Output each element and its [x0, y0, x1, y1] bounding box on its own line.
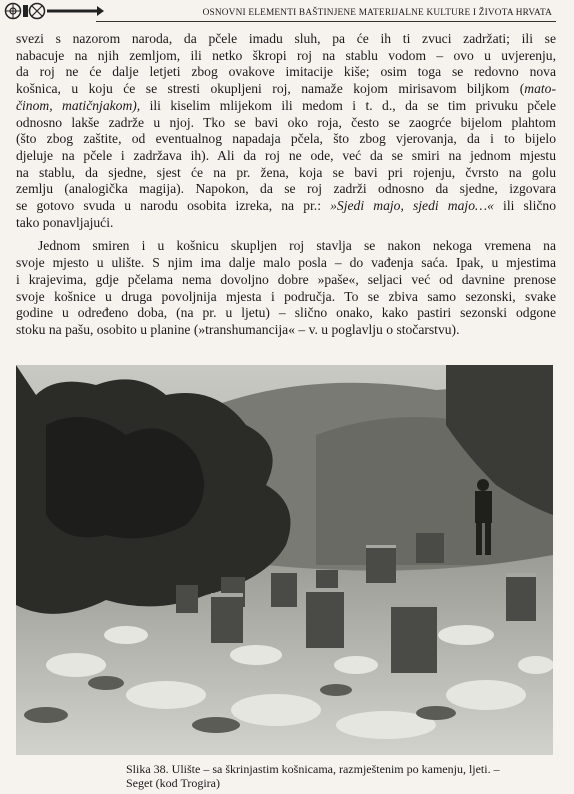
text-segment: (što zbog zaštite, od eventualnog napadaja pčela, što zbog vjerovanja, da i to bijelo	[16, 131, 556, 147]
apiary-photo-illustration	[16, 365, 553, 755]
text-segment: nabacuje na njih zemljom, ili netko škropi roj na stablu vodom – ovo u uvjerenju,	[16, 47, 556, 63]
caption-line-1: Slika 38. Ulište – sa škrinjastim košnicama, razmještenim po kamenju, ljeti. –	[126, 762, 500, 776]
text-segment: i krajevima, gdje pčelama nema dovoljno dobre »paše«, seljaci već od davnine prenose	[16, 271, 556, 287]
text-segment: godine u određeno doba, (na pr. u ljetu) – slično onako, kako pastiri sezonski odgone	[16, 305, 556, 321]
text-segment: djeluje na pčele i zadržava ih). Ali da roj ne ode, već da se smiri na jednom mjestu	[16, 147, 556, 163]
text-line	[16, 322, 556, 339]
text-line	[16, 148, 556, 165]
text-segment: košnica, u koju će se stresti okupljeni roj, namaže kojom mirisavom biljkom (	[16, 81, 525, 97]
italic-segment: »Sjedi majo, sjedi majo…«	[330, 198, 494, 214]
text-segment: svoje mjesto u ulište. S njim ima dalje malo posla – do vađenja saća. Ipak, u mjestima	[16, 255, 556, 271]
text-line	[16, 98, 556, 115]
text-segment: ili kiselim mlijekom ili medom i t. d., da se tim privuku pčele	[140, 97, 556, 113]
text-line	[16, 238, 556, 255]
text-line	[16, 31, 556, 48]
text-line	[16, 131, 556, 148]
running-head: OSNOVNI ELEMENTI BAŠTINJENE MATERIJALNE KULTURE I ŽIVOTA HRVATA	[202, 8, 552, 18]
text-line	[16, 181, 556, 198]
figure-caption	[126, 762, 556, 790]
text-line	[16, 198, 556, 215]
text-segment: svezi s nazorom naroda, da pčele imadu sluh, pa će ih ti zvuci zadržati; ili se	[16, 31, 556, 46]
text-line	[16, 272, 556, 289]
text-segment: se gotovo svuda u narodu osobita izreka, na pr.:	[16, 198, 331, 214]
text-segment: ili slično	[493, 198, 556, 214]
header-rule	[96, 21, 556, 22]
text-segment: zemlju (analogička magija). Napokon, da se roj zadrži odnosno da sjedne, izgovara	[16, 181, 556, 197]
text-line	[16, 81, 556, 98]
caption-line-2: Seget (kod Trogira)	[126, 776, 220, 790]
text-line	[16, 165, 556, 182]
text-line	[16, 305, 556, 322]
text-segment: odnosno lakše zadrže u njoj. Tko se bavi oko roja, često se zaogrće bijelom plahtom	[16, 114, 556, 130]
text-line	[16, 255, 556, 272]
text-line	[16, 115, 556, 132]
text-segment: svoje košnice u druga povoljnija mjesta i područja. To se zbiva samo sezonski, svake	[16, 288, 556, 304]
text-line	[16, 289, 556, 306]
paragraph-2	[16, 238, 556, 338]
italic-segment: činom, matičnjakom),	[16, 97, 141, 113]
text-line	[16, 215, 556, 232]
text-segment: stoku na pašu, osobito u planine (»transhumancija« – v. u poglavlju o stočarstvu).	[16, 321, 460, 337]
text-line	[16, 64, 556, 81]
page-header	[0, 0, 574, 22]
paragraph-1	[16, 31, 556, 231]
text-line	[16, 48, 556, 65]
photograph-apiary	[16, 365, 553, 755]
body-text	[16, 31, 556, 339]
text-segment: da roj ne će dalje letjeti zbog ovakove imitacije kiše; osim toga se redovno nova	[16, 64, 556, 80]
text-segment: Jednom smiren i u košnicu skupljen roj stavlja se nakon nekoga vremena na	[38, 238, 556, 254]
text-segment: tako ponavljajući.	[16, 214, 114, 230]
decorative-ornament-icon	[4, 2, 104, 20]
text-segment: na stablu, da sjedne, sjest će na pr. žena, koja se bavi pri rojenju, čvrsto na golu	[16, 164, 556, 180]
italic-segment: mato-	[524, 81, 556, 97]
